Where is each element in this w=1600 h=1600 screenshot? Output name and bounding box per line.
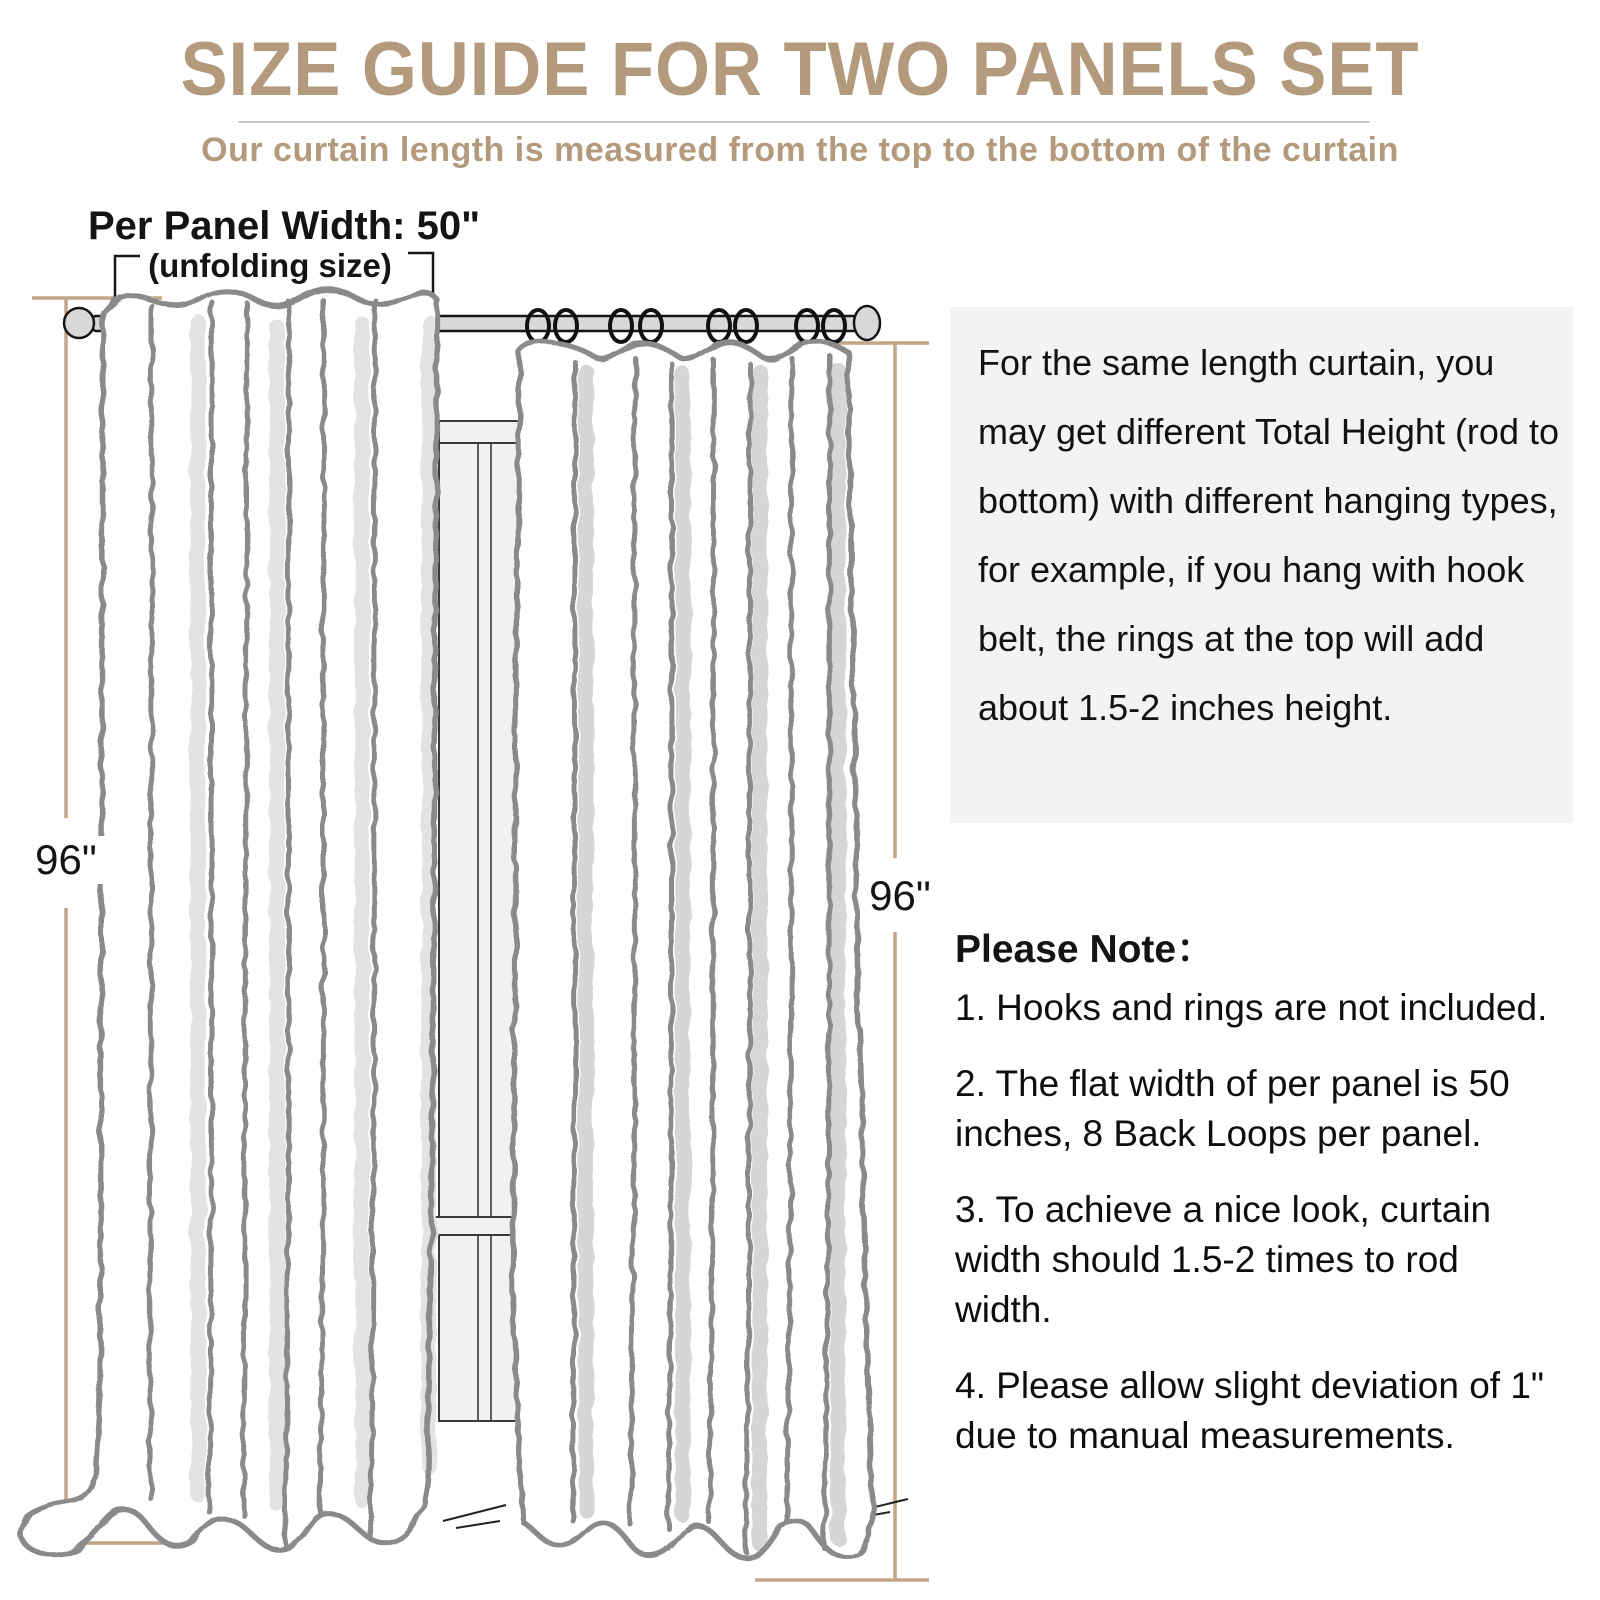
panel-width-sublabel: (unfolding size) — [148, 247, 392, 284]
hanging-note-text: For the same length curtain, you may get different Total Height (rod to bottom) with different hanging types, for example, if you hang with hook belt, the rings at the top will add about 1.5-2 inches height. — [978, 342, 1559, 728]
hanging-note-box — [950, 307, 1573, 823]
note-item-1: 1. Hooks and rings are not included. — [955, 987, 1548, 1028]
right-length-label: 96" — [860, 872, 940, 920]
left-curtain-panel — [20, 290, 437, 1554]
title-divider — [238, 121, 1370, 123]
page-subtitle: Our curtain length is measured from the top to the bottom of the curtain — [201, 131, 1399, 169]
page-title: SIZE GUIDE FOR TWO PANELS SET — [180, 27, 1420, 112]
left-length-label: 96" — [26, 836, 106, 884]
note-item-3: 3. To achieve a nice look, curtain width should 1.5-2 times to rod width. — [955, 1189, 1492, 1330]
rod-finial-left — [64, 308, 94, 338]
note-item-2: 2. The flat width of per panel is 50 inches, 8 Back Loops per panel. — [955, 1063, 1510, 1154]
panel-width-label: Per Panel Width: 50" — [88, 204, 481, 248]
rod-finial-right — [854, 306, 880, 340]
right-curtain-panel — [513, 341, 872, 1557]
note-item-4: 4. Please allow slight deviation of 1" due to manual measurements. — [955, 1365, 1545, 1456]
notes-list — [955, 983, 1562, 1487]
please-note-heading: Please Note： — [955, 928, 1216, 971]
